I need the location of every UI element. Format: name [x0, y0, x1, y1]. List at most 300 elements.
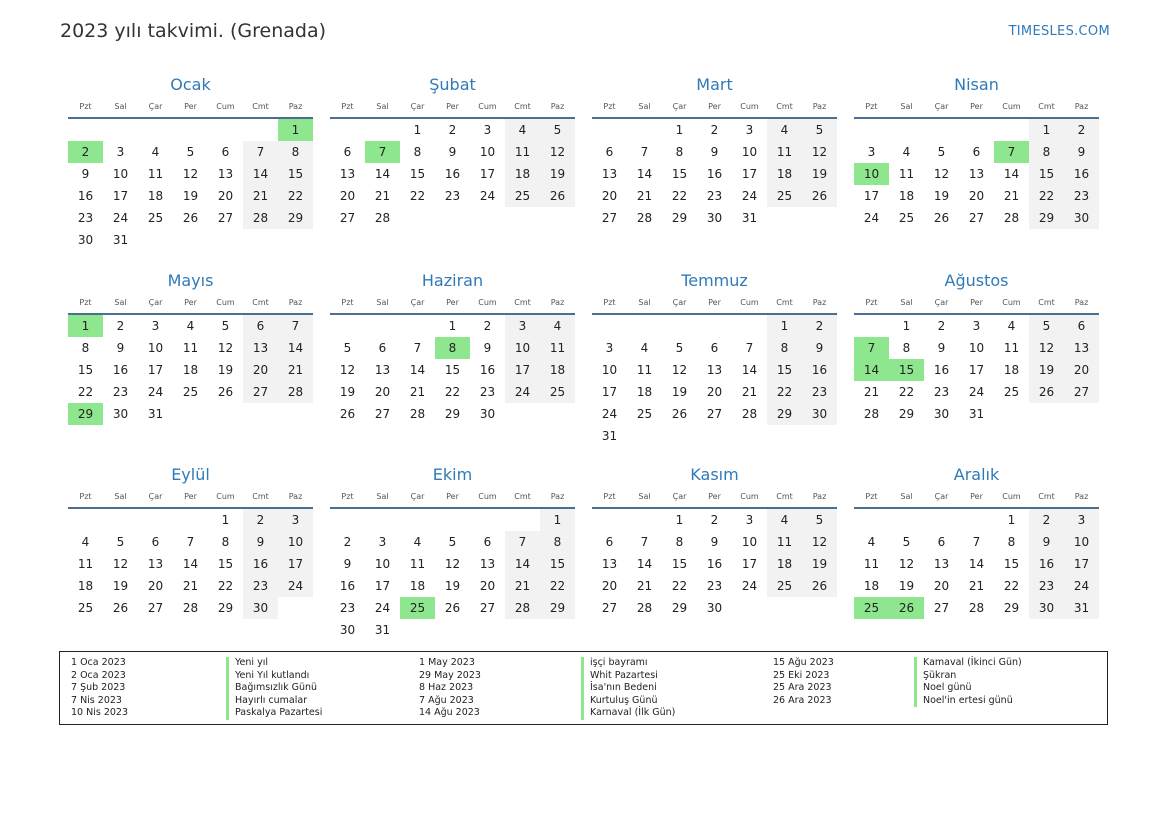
day-cell[interactable]: 22 — [444, 385, 461, 399]
day-cell[interactable]: 7 — [640, 535, 649, 549]
day-cell[interactable]: 15 — [767, 359, 802, 381]
day-cell[interactable]: 30 — [479, 407, 496, 421]
day-cell[interactable]: 24 — [1064, 575, 1099, 597]
day-cell[interactable]: 17 — [741, 167, 758, 181]
day-cell[interactable]: 15 — [278, 163, 313, 185]
day-cell[interactable]: 11 — [77, 557, 94, 571]
day-cell[interactable]: 11 — [409, 557, 426, 571]
day-cell[interactable]: 19 — [182, 189, 199, 203]
day-cell[interactable]: 27 — [147, 601, 164, 615]
day-cell[interactable]: 21 — [636, 579, 653, 593]
day-cell[interactable]: 9 — [802, 337, 837, 359]
day-cell[interactable]: 20 — [374, 385, 391, 399]
day-cell[interactable]: 22 — [409, 189, 426, 203]
day-cell[interactable]: 16 — [933, 363, 950, 377]
day-cell[interactable]: 19 — [898, 579, 915, 593]
day-cell[interactable]: 23 — [339, 601, 356, 615]
day-cell[interactable]: 2 — [1064, 119, 1099, 141]
day-cell[interactable]: 12 — [182, 167, 199, 181]
day-cell[interactable]: 4 — [413, 535, 422, 549]
day-cell[interactable]: 16 — [706, 557, 723, 571]
day-cell[interactable]: 23 — [706, 189, 723, 203]
day-cell[interactable]: 3 — [378, 535, 387, 549]
day-cell[interactable]: 11 — [182, 341, 199, 355]
day-cell[interactable]: 24 — [741, 189, 758, 203]
day-cell[interactable]: 5 — [343, 341, 352, 355]
day-cell[interactable]: 16 — [1029, 553, 1064, 575]
day-cell[interactable]: 6 — [1064, 315, 1099, 337]
day-cell[interactable]: 17 — [863, 189, 880, 203]
day-cell[interactable]: 30 — [933, 407, 950, 421]
day-cell[interactable]: 18 — [767, 163, 802, 185]
day-cell[interactable]: 8 — [675, 535, 684, 549]
day-cell[interactable]: 15 — [540, 553, 575, 575]
day-cell[interactable]: 7 — [413, 341, 422, 355]
day-cell[interactable]: 19 — [444, 579, 461, 593]
day-cell[interactable]: 28 — [636, 601, 653, 615]
day-cell[interactable]: 26 — [217, 385, 234, 399]
day-cell[interactable]: 5 — [802, 119, 837, 141]
day-cell[interactable]: 22 — [671, 189, 688, 203]
day-cell[interactable]: 29 — [278, 207, 313, 229]
day-cell[interactable]: 4 — [1007, 319, 1016, 333]
day-cell[interactable]: 17 — [278, 553, 313, 575]
day-cell[interactable]: 31 — [968, 407, 985, 421]
day-cell[interactable]: 12 — [540, 141, 575, 163]
day-cell[interactable]: 14 — [741, 363, 758, 377]
day-cell[interactable]: 22 — [278, 185, 313, 207]
day-cell[interactable]: 31 — [601, 429, 618, 443]
day-cell[interactable]: 9 — [1064, 141, 1099, 163]
day-cell[interactable]: 24 — [112, 211, 129, 225]
day-cell[interactable]: 12 — [898, 557, 915, 571]
day-cell[interactable]: 9 — [343, 557, 352, 571]
day-cell[interactable]: 9 — [1029, 531, 1064, 553]
day-cell[interactable]: 23 — [77, 211, 94, 225]
day-cell[interactable]: 11 — [767, 531, 802, 553]
day-cell[interactable]: 23 — [802, 381, 837, 403]
day-cell[interactable]: 3 — [151, 319, 160, 333]
day-cell[interactable]: 9 — [710, 145, 719, 159]
day-cell[interactable]: 14 — [636, 167, 653, 181]
day-cell[interactable]: 16 — [444, 167, 461, 181]
day-cell[interactable]: 15 — [77, 363, 94, 377]
day-cell[interactable]: 16 — [479, 363, 496, 377]
day-cell[interactable]: 18 — [1003, 363, 1020, 377]
day-cell[interactable]: 8 — [902, 341, 911, 355]
day-cell[interactable]: 3 — [505, 315, 540, 337]
day-cell[interactable]: 2 — [243, 509, 278, 531]
day-cell[interactable]: 5 — [937, 145, 946, 159]
day-cell[interactable]: 25 — [182, 385, 199, 399]
day-cell[interactable]: 30 — [1029, 597, 1064, 619]
day-cell[interactable]: 23 — [933, 385, 950, 399]
day-cell[interactable]: 12 — [933, 167, 950, 181]
day-cell[interactable]: 31 — [1064, 597, 1099, 619]
day-cell[interactable]: 23 — [706, 579, 723, 593]
day-cell[interactable]: 21 — [741, 385, 758, 399]
day-cell[interactable]: 30 — [112, 407, 129, 421]
day-cell[interactable]: 25 — [77, 601, 94, 615]
holiday-day-cell[interactable]: 2 — [68, 141, 103, 163]
day-cell[interactable]: 26 — [540, 185, 575, 207]
day-cell[interactable]: 14 — [243, 163, 278, 185]
day-cell[interactable]: 8 — [540, 531, 575, 553]
day-cell[interactable]: 5 — [116, 535, 125, 549]
day-cell[interactable]: 14 — [636, 557, 653, 571]
day-cell[interactable]: 1 — [675, 123, 684, 137]
day-cell[interactable]: 11 — [147, 167, 164, 181]
holiday-day-cell[interactable]: 1 — [278, 119, 313, 141]
day-cell[interactable]: 5 — [448, 535, 457, 549]
day-cell[interactable]: 20 — [1064, 359, 1099, 381]
day-cell[interactable]: 31 — [374, 623, 391, 637]
day-cell[interactable]: 2 — [710, 513, 719, 527]
day-cell[interactable]: 27 — [374, 407, 391, 421]
day-cell[interactable]: 5 — [902, 535, 911, 549]
day-cell[interactable]: 10 — [601, 363, 618, 377]
day-cell[interactable]: 12 — [802, 141, 837, 163]
day-cell[interactable]: 14 — [409, 363, 426, 377]
day-cell[interactable]: 1 — [1029, 119, 1064, 141]
day-cell[interactable]: 15 — [444, 363, 461, 377]
day-cell[interactable]: 15 — [1003, 557, 1020, 571]
day-cell[interactable]: 9 — [448, 145, 457, 159]
holiday-day-cell[interactable]: 15 — [889, 359, 924, 381]
holiday-day-cell[interactable]: 29 — [68, 403, 103, 425]
day-cell[interactable]: 17 — [505, 359, 540, 381]
day-cell[interactable]: 26 — [933, 211, 950, 225]
day-cell[interactable]: 6 — [605, 535, 614, 549]
day-cell[interactable]: 15 — [409, 167, 426, 181]
day-cell[interactable]: 7 — [505, 531, 540, 553]
day-cell[interactable]: 7 — [972, 535, 981, 549]
day-cell[interactable]: 28 — [968, 601, 985, 615]
day-cell[interactable]: 30 — [243, 597, 278, 619]
day-cell[interactable]: 22 — [217, 579, 234, 593]
day-cell[interactable]: 8 — [767, 337, 802, 359]
day-cell[interactable]: 1 — [540, 509, 575, 531]
holiday-day-cell[interactable]: 25 — [400, 597, 435, 619]
day-cell[interactable]: 30 — [706, 601, 723, 615]
day-cell[interactable]: 29 — [671, 601, 688, 615]
day-cell[interactable]: 10 — [112, 167, 129, 181]
day-cell[interactable]: 25 — [898, 211, 915, 225]
day-cell[interactable]: 14 — [505, 553, 540, 575]
day-cell[interactable]: 4 — [151, 145, 160, 159]
day-cell[interactable]: 5 — [186, 145, 195, 159]
day-cell[interactable]: 30 — [1064, 207, 1099, 229]
day-cell[interactable]: 13 — [968, 167, 985, 181]
day-cell[interactable]: 10 — [147, 341, 164, 355]
day-cell[interactable]: 5 — [1029, 315, 1064, 337]
day-cell[interactable]: 27 — [968, 211, 985, 225]
day-cell[interactable]: 3 — [605, 341, 614, 355]
day-cell[interactable]: 16 — [339, 579, 356, 593]
day-cell[interactable]: 19 — [217, 363, 234, 377]
day-cell[interactable]: 4 — [540, 315, 575, 337]
day-cell[interactable]: 8 — [675, 145, 684, 159]
day-cell[interactable]: 2 — [483, 319, 492, 333]
day-cell[interactable]: 29 — [1003, 601, 1020, 615]
day-cell[interactable]: 21 — [409, 385, 426, 399]
day-cell[interactable]: 22 — [767, 381, 802, 403]
day-cell[interactable]: 16 — [243, 553, 278, 575]
day-cell[interactable]: 2 — [343, 535, 352, 549]
day-cell[interactable]: 20 — [933, 579, 950, 593]
day-cell[interactable]: 26 — [444, 601, 461, 615]
day-cell[interactable]: 20 — [601, 579, 618, 593]
day-cell[interactable]: 3 — [116, 145, 125, 159]
holiday-day-cell[interactable]: 8 — [435, 337, 470, 359]
day-cell[interactable]: 6 — [483, 535, 492, 549]
holiday-day-cell[interactable]: 7 — [854, 337, 889, 359]
day-cell[interactable]: 2 — [116, 319, 125, 333]
day-cell[interactable]: 17 — [741, 557, 758, 571]
day-cell[interactable]: 20 — [339, 189, 356, 203]
day-cell[interactable]: 19 — [802, 553, 837, 575]
day-cell[interactable]: 20 — [217, 189, 234, 203]
day-cell[interactable]: 27 — [601, 601, 618, 615]
day-cell[interactable]: 17 — [112, 189, 129, 203]
day-cell[interactable]: 12 — [802, 531, 837, 553]
day-cell[interactable]: 21 — [968, 579, 985, 593]
day-cell[interactable]: 25 — [505, 185, 540, 207]
day-cell[interactable]: 6 — [710, 341, 719, 355]
day-cell[interactable]: 9 — [483, 341, 492, 355]
day-cell[interactable]: 23 — [1029, 575, 1064, 597]
day-cell[interactable]: 18 — [409, 579, 426, 593]
day-cell[interactable]: 10 — [278, 531, 313, 553]
day-cell[interactable]: 21 — [636, 189, 653, 203]
day-cell[interactable]: 2 — [448, 123, 457, 137]
day-cell[interactable]: 5 — [802, 509, 837, 531]
day-cell[interactable]: 27 — [479, 601, 496, 615]
day-cell[interactable]: 20 — [147, 579, 164, 593]
day-cell[interactable]: 24 — [863, 211, 880, 225]
day-cell[interactable]: 19 — [1029, 359, 1064, 381]
day-cell[interactable]: 6 — [937, 535, 946, 549]
day-cell[interactable]: 8 — [221, 535, 230, 549]
day-cell[interactable]: 11 — [636, 363, 653, 377]
day-cell[interactable]: 2 — [710, 123, 719, 137]
day-cell[interactable]: 2 — [937, 319, 946, 333]
day-cell[interactable]: 26 — [802, 575, 837, 597]
day-cell[interactable]: 8 — [81, 341, 90, 355]
day-cell[interactable]: 15 — [217, 557, 234, 571]
day-cell[interactable]: 23 — [112, 385, 129, 399]
day-cell[interactable]: 10 — [505, 337, 540, 359]
day-cell[interactable]: 28 — [278, 381, 313, 403]
day-cell[interactable]: 4 — [81, 535, 90, 549]
day-cell[interactable]: 27 — [339, 211, 356, 225]
day-cell[interactable]: 27 — [706, 407, 723, 421]
day-cell[interactable]: 27 — [217, 211, 234, 225]
day-cell[interactable]: 17 — [479, 167, 496, 181]
day-cell[interactable]: 18 — [863, 579, 880, 593]
day-cell[interactable]: 29 — [540, 597, 575, 619]
day-cell[interactable]: 13 — [601, 167, 618, 181]
day-cell[interactable]: 13 — [147, 557, 164, 571]
day-cell[interactable]: 11 — [505, 141, 540, 163]
day-cell[interactable]: 22 — [77, 385, 94, 399]
day-cell[interactable]: 11 — [767, 141, 802, 163]
day-cell[interactable]: 9 — [937, 341, 946, 355]
day-cell[interactable]: 17 — [968, 363, 985, 377]
day-cell[interactable]: 19 — [802, 163, 837, 185]
day-cell[interactable]: 4 — [867, 535, 876, 549]
day-cell[interactable]: 12 — [444, 557, 461, 571]
day-cell[interactable]: 30 — [339, 623, 356, 637]
day-cell[interactable]: 4 — [767, 119, 802, 141]
day-cell[interactable]: 20 — [706, 385, 723, 399]
day-cell[interactable]: 28 — [505, 597, 540, 619]
day-cell[interactable]: 29 — [444, 407, 461, 421]
day-cell[interactable]: 27 — [933, 601, 950, 615]
day-cell[interactable]: 7 — [243, 141, 278, 163]
day-cell[interactable]: 19 — [933, 189, 950, 203]
day-cell[interactable]: 6 — [343, 145, 352, 159]
day-cell[interactable]: 9 — [116, 341, 125, 355]
day-cell[interactable]: 3 — [483, 123, 492, 137]
day-cell[interactable]: 18 — [767, 553, 802, 575]
day-cell[interactable]: 20 — [479, 579, 496, 593]
day-cell[interactable]: 1 — [902, 319, 911, 333]
day-cell[interactable]: 1 — [221, 513, 230, 527]
site-link[interactable]: TIMESLES.COM — [1008, 24, 1110, 39]
day-cell[interactable]: 18 — [505, 163, 540, 185]
day-cell[interactable]: 22 — [1029, 185, 1064, 207]
day-cell[interactable]: 24 — [278, 575, 313, 597]
day-cell[interactable]: 24 — [147, 385, 164, 399]
day-cell[interactable]: 8 — [1007, 535, 1016, 549]
day-cell[interactable]: 31 — [112, 233, 129, 247]
holiday-day-cell[interactable]: 26 — [889, 597, 924, 619]
day-cell[interactable]: 13 — [601, 557, 618, 571]
day-cell[interactable]: 9 — [710, 535, 719, 549]
day-cell[interactable]: 1 — [675, 513, 684, 527]
day-cell[interactable]: 13 — [1064, 337, 1099, 359]
day-cell[interactable]: 25 — [147, 211, 164, 225]
day-cell[interactable]: 18 — [182, 363, 199, 377]
day-cell[interactable]: 24 — [505, 381, 540, 403]
day-cell[interactable]: 18 — [147, 189, 164, 203]
day-cell[interactable]: 13 — [374, 363, 391, 377]
day-cell[interactable]: 20 — [968, 189, 985, 203]
day-cell[interactable]: 19 — [540, 163, 575, 185]
day-cell[interactable]: 25 — [767, 185, 802, 207]
day-cell[interactable]: 21 — [243, 185, 278, 207]
day-cell[interactable]: 28 — [374, 211, 391, 225]
day-cell[interactable]: 13 — [479, 557, 496, 571]
day-cell[interactable]: 29 — [1029, 207, 1064, 229]
day-cell[interactable]: 24 — [741, 579, 758, 593]
day-cell[interactable]: 18 — [540, 359, 575, 381]
day-cell[interactable]: 13 — [706, 363, 723, 377]
day-cell[interactable]: 2 — [1029, 509, 1064, 531]
day-cell[interactable]: 9 — [81, 167, 90, 181]
day-cell[interactable]: 16 — [112, 363, 129, 377]
day-cell[interactable]: 4 — [186, 319, 195, 333]
day-cell[interactable]: 11 — [863, 557, 880, 571]
day-cell[interactable]: 23 — [479, 385, 496, 399]
day-cell[interactable]: 16 — [802, 359, 837, 381]
day-cell[interactable]: 28 — [1003, 211, 1020, 225]
day-cell[interactable]: 22 — [1003, 579, 1020, 593]
day-cell[interactable]: 18 — [636, 385, 653, 399]
holiday-day-cell[interactable]: 25 — [854, 597, 889, 619]
day-cell[interactable]: 12 — [1029, 337, 1064, 359]
day-cell[interactable]: 7 — [640, 145, 649, 159]
day-cell[interactable]: 10 — [374, 557, 391, 571]
day-cell[interactable]: 6 — [221, 145, 230, 159]
day-cell[interactable]: 15 — [1029, 163, 1064, 185]
day-cell[interactable]: 4 — [767, 509, 802, 531]
day-cell[interactable]: 24 — [968, 385, 985, 399]
day-cell[interactable]: 10 — [968, 341, 985, 355]
day-cell[interactable]: 24 — [479, 189, 496, 203]
day-cell[interactable]: 26 — [671, 407, 688, 421]
day-cell[interactable]: 7 — [278, 315, 313, 337]
day-cell[interactable]: 15 — [671, 557, 688, 571]
day-cell[interactable]: 30 — [77, 233, 94, 247]
day-cell[interactable]: 22 — [540, 575, 575, 597]
day-cell[interactable]: 26 — [339, 407, 356, 421]
day-cell[interactable]: 28 — [636, 211, 653, 225]
day-cell[interactable]: 1 — [413, 123, 422, 137]
day-cell[interactable]: 21 — [505, 575, 540, 597]
day-cell[interactable]: 3 — [745, 123, 754, 137]
day-cell[interactable]: 10 — [1064, 531, 1099, 553]
day-cell[interactable]: 19 — [671, 385, 688, 399]
day-cell[interactable]: 16 — [1064, 163, 1099, 185]
day-cell[interactable]: 8 — [278, 141, 313, 163]
day-cell[interactable]: 10 — [741, 535, 758, 549]
day-cell[interactable]: 6 — [378, 341, 387, 355]
holiday-day-cell[interactable]: 7 — [994, 141, 1029, 163]
day-cell[interactable]: 17 — [147, 363, 164, 377]
day-cell[interactable]: 23 — [1064, 185, 1099, 207]
day-cell[interactable]: 25 — [636, 407, 653, 421]
day-cell[interactable]: 28 — [863, 407, 880, 421]
day-cell[interactable]: 11 — [540, 337, 575, 359]
day-cell[interactable]: 14 — [278, 337, 313, 359]
day-cell[interactable]: 22 — [671, 579, 688, 593]
day-cell[interactable]: 5 — [221, 319, 230, 333]
day-cell[interactable]: 9 — [243, 531, 278, 553]
day-cell[interactable]: 10 — [479, 145, 496, 159]
day-cell[interactable]: 4 — [640, 341, 649, 355]
day-cell[interactable]: 1 — [1007, 513, 1016, 527]
day-cell[interactable]: 14 — [182, 557, 199, 571]
day-cell[interactable]: 28 — [409, 407, 426, 421]
day-cell[interactable]: 30 — [706, 211, 723, 225]
day-cell[interactable]: 3 — [278, 509, 313, 531]
day-cell[interactable]: 28 — [182, 601, 199, 615]
day-cell[interactable]: 4 — [902, 145, 911, 159]
day-cell[interactable]: 6 — [151, 535, 160, 549]
day-cell[interactable]: 16 — [77, 189, 94, 203]
day-cell[interactable]: 22 — [898, 385, 915, 399]
day-cell[interactable]: 21 — [182, 579, 199, 593]
day-cell[interactable]: 2 — [802, 315, 837, 337]
day-cell[interactable]: 12 — [217, 341, 234, 355]
day-cell[interactable]: 21 — [863, 385, 880, 399]
day-cell[interactable]: 12 — [671, 363, 688, 377]
day-cell[interactable]: 26 — [182, 211, 199, 225]
day-cell[interactable]: 25 — [540, 381, 575, 403]
holiday-day-cell[interactable]: 1 — [68, 315, 103, 337]
